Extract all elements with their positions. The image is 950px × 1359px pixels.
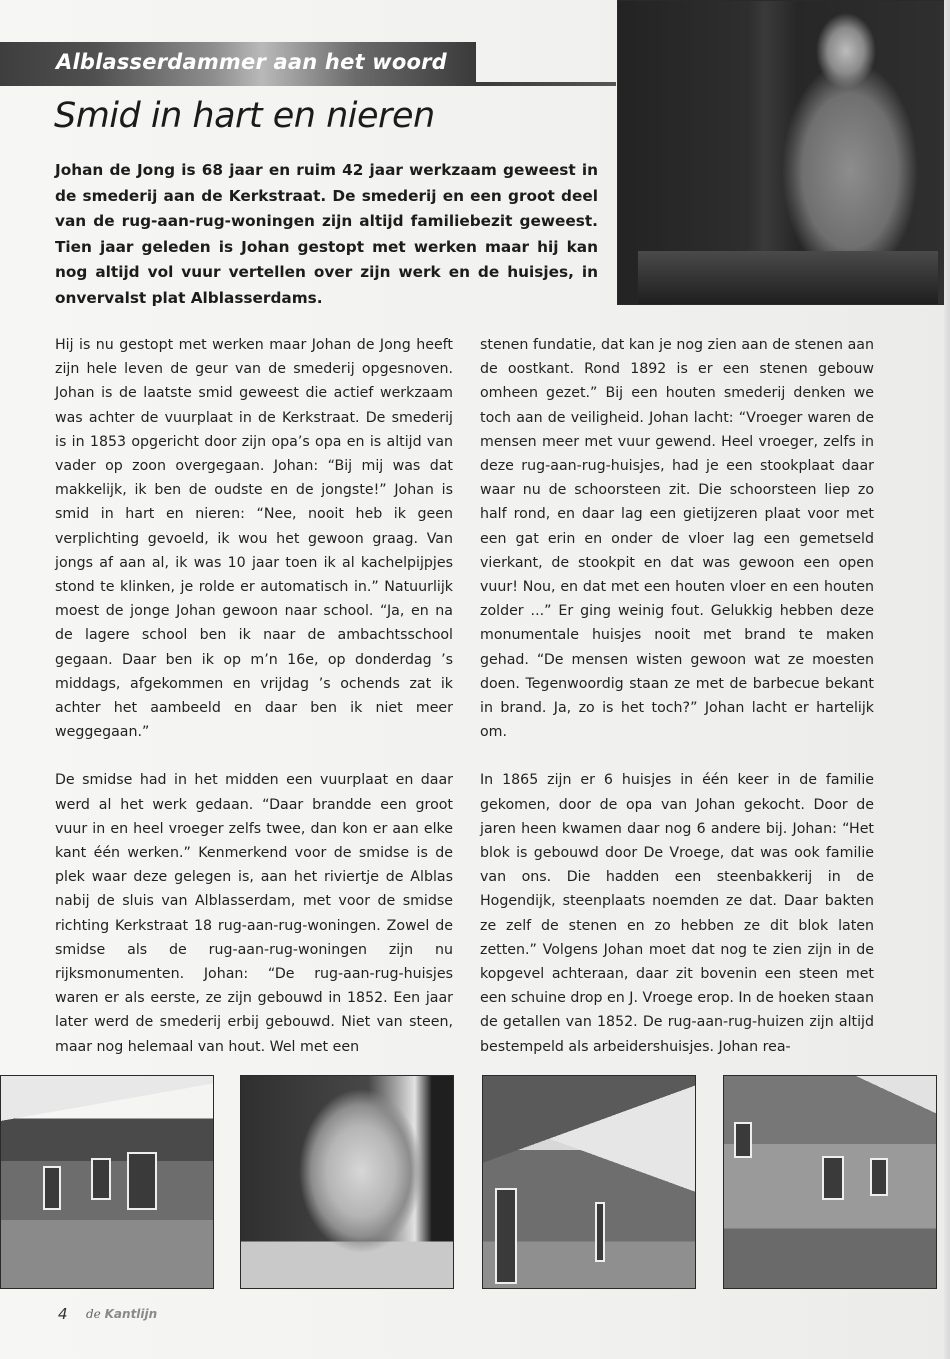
photo-smithy-building [723,1075,937,1289]
photo-window [91,1158,111,1200]
photo-window [127,1152,157,1210]
article-column-right [480,333,874,1083]
photo-window [870,1158,888,1196]
photo-smith-at-forge [617,0,945,305]
page-edge [944,0,950,1359]
lead-paragraph: Johan de Jong is 68 jaar en ruim 42 jaar werkzaam geweest in de smederij aan de Kerkstraat. De smederij en een groot deel van de rug-aan-rug-woningen zijn altijd familiebezit geweest. Tien jaar geleden is Johan gestopt met werken maar hij kan nog altijd vol vuur vertellen over zijn werk en de huisjes, in onvervalst plat Alblasserdams. [55,161,598,307]
magazine-title: Kantlijn [104,1307,158,1321]
photo-row-houses-fence [0,1075,214,1289]
body-paragraph: stenen fundatie, dat kan je nog zien aan de stenen aan de oostkant. Rond 1892 is er een stenen gebouw omheen gezet.” Bij een houten smederij denken we toch aan de veiligheid. Johan lacht: “Vroeger waren de mensen meer met vuur gewend. Heel vroeger, zelfs in deze rug-aan-rug-huisjes, had je een stookplaat daar waar nu de schoorsteen zit. Die schoorsteen liep zo half rond, en daar lag een gietijzeren plaat voor met een gat erin en onder de vloer lag een gemetseld vierkant, de stookpit en dat was gewoon een open vuur! Nou, en dat met een houten vloer en een houten zolder ...” Er ging weinig fout. Gelukkig hebben deze monumentale huisjes nooit met brand te maken gehad. “De mensen wisten gewoon wat ze moesten doen. Tegenwoordig staan ze met de barbecue bekant in brand. Ja, zo is het toch?” Johan lacht er hartelijk om. [480,337,874,741]
photo-window [734,1122,752,1158]
page-number: 4 [58,1305,68,1323]
photo-portrait-johan [240,1075,454,1289]
section-label: Alblasserdammer aan het woord [56,50,447,74]
magazine-name [86,1307,157,1321]
photo-window [822,1156,844,1200]
header-rule [476,82,616,86]
photo-alley-houses [482,1075,696,1289]
body-paragraph: Hij is nu gestopt met werken maar Johan de Jong heeft zijn hele leven de geur van de smederij opgesnoven. Johan is de laatste smid geweest die actief werkzaam was achter de vuurplaat in de Kerkstraat. De smederij is in 1853 opgericht door zijn opa’s opa en is altijd van vader op zoon overgegaan. Johan: “Bij mij was dat makkelijk, ik ben de oudste en de jongste!” Johan is smid in hart en nieren: “Nee, nooit heb ik geen verplichting gevoeld, ik wou het gewoon graag. Van jongs af aan al, ik was 10 jaar toen ik al kachelpijpjes stond te klinken, je rolde er automatisch in.” Natuurlijk moest de jonge Johan gewoon naar school. “Ja, en na de lagere school ben ik naar de ambachtsschool gegaan. Daar ben ik op m’n 16e, op donderdag ’s middags, afgekommen en vrijdag ’s ochends zat ik achter het aambeeld en daar ben ik niet meer weggegaan.” [55,337,453,741]
body-paragraph: De smidse had in het midden een vuurplaat en daar werd al het werk gedaan. “Daar brandde een groot vuur in en heel vroeger zelfs twee, dan kon er aan elke kant één werken.” Kenmerkend voor de smidse is de plek waar deze gelegen is, aan het riviertje de Alblas nabij de sluis van Alblasserdam, met voor de smidse richting Kerkstraat 18 rug-aan-rug-woningen. Zowel de smidse als de rug-aan-rug-woningen zijn nu rijksmonumenten. Johan: “De rug-aan-rug-huisjes waren er als eerste, ze zijn gebouwd in 1852. Een jaar later werd de smederij erbij gebouwd. Niet van steen, maar nog helemaal van hout. Wel met een [55,772,453,1055]
photo-door [595,1202,605,1262]
article-title: Smid in hart en nieren [54,96,435,136]
magazine-prefix: de [86,1307,101,1321]
article-column-left [55,333,453,1083]
photo-anvil-shape [638,251,938,304]
photo-door [495,1188,517,1284]
body-paragraph: In 1865 zijn er 6 huisjes in één keer in de familie gekomen, door de opa van Johan gekocht. Door de jaren heen kwamen daar nog 6 andere bij. Johan: “Het blok is gebouwd door De Vroege, dat was ook familie van ons. Die hadden een steenbakkerij in de Hogendijk, steenplaats noemden ze dat. Daar bakten ze zelf de stenen en zo hebben ze dit blok laten zetten.” Volgens Johan moet dat nog te zien zijn in de kopgevel achteraan, daar zit bovenin een steen met een schuine drop en J. Vroege erop. In de hoeken staan de getallen van 1852. De rug-aan-rug-huizen zijn altijd bestempeld als arbeidershuisjes. Johan rea- [480,772,874,1055]
photo-window [43,1166,61,1210]
